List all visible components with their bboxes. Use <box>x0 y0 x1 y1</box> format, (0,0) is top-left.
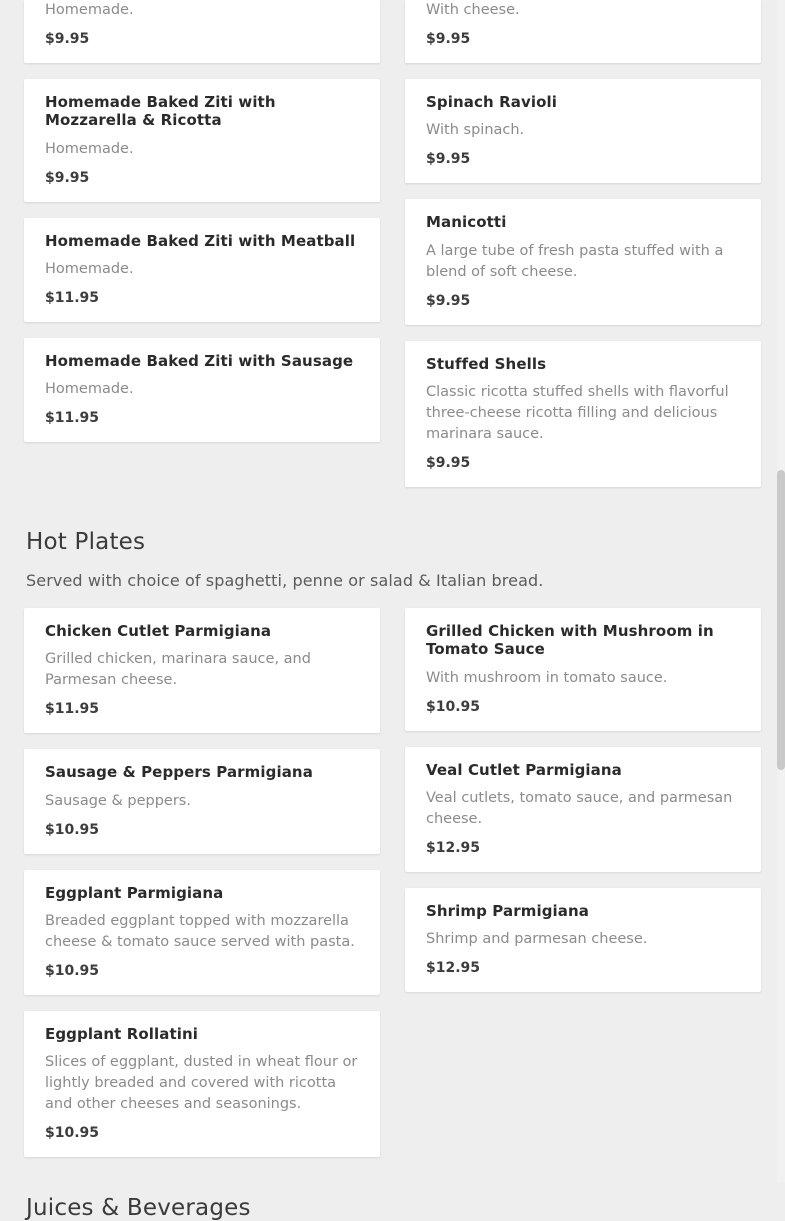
menu-column-right <box>405 608 761 1008</box>
menu-column-right <box>405 0 761 503</box>
item-name: Veal Cutlet Parmigiana <box>426 760 622 779</box>
hot-plates-grid <box>24 608 761 1173</box>
item-description: Slices of eggplant, dusted in wheat flour or lightly breaded and covered with ricotta and other cheeses and seasonings. <box>45 1054 358 1113</box>
menu-item-card[interactable] <box>405 888 761 992</box>
item-price: $9.95 <box>426 151 471 168</box>
item-description: Sausage & peppers. <box>45 792 191 809</box>
item-description: Grilled chicken, marinara sauce, and Parmesan cheese. <box>45 651 311 689</box>
item-description: With spinach. <box>426 122 525 139</box>
item-price: $9.95 <box>426 292 471 309</box>
scrollbar-thumb[interactable] <box>777 470 785 770</box>
item-price: $9.95 <box>426 455 471 471</box>
item-name: Spinach Ravioli <box>426 93 557 112</box>
menu-item-card[interactable] <box>405 79 761 183</box>
menu-item-card[interactable] <box>24 218 380 322</box>
item-price: $9.95 <box>45 169 90 186</box>
item-name: Homemade Baked Ziti with Sausage <box>45 351 354 370</box>
item-price: $10.95 <box>45 1125 100 1142</box>
menu-column-left <box>24 0 380 458</box>
item-price: $10.95 <box>426 698 481 715</box>
scrollbar-track[interactable] <box>777 0 785 1182</box>
item-description: Homemade. <box>45 260 134 277</box>
section-subtitle: Served with choice of spaghetti, penne or salad & Italian bread. <box>26 571 544 590</box>
item-name: Stuffed Shells <box>426 354 547 373</box>
menu-item-card[interactable] <box>24 1011 380 1157</box>
menu-item-card[interactable] <box>405 0 761 63</box>
item-description: A large tube of fresh pasta stuffed with a blend of soft cheese. <box>426 242 724 280</box>
item-price: $9.95 <box>426 31 471 48</box>
menu-item-card[interactable] <box>405 341 761 487</box>
item-description: With mushroom in tomato sauce. <box>426 669 668 686</box>
item-price: $11.95 <box>45 410 100 427</box>
item-description: Homemade. <box>45 381 134 398</box>
item-price: $10.95 <box>45 821 100 838</box>
item-price: $10.95 <box>45 962 100 979</box>
item-description: Homemade. <box>45 2 134 18</box>
item-description: With cheese. <box>426 2 520 18</box>
menu-item-card[interactable] <box>405 199 761 324</box>
menu-item-card[interactable] <box>24 749 380 853</box>
item-name: Manicotti <box>426 213 507 232</box>
item-price: $12.95 <box>426 839 481 856</box>
menu-item-card[interactable] <box>24 338 380 442</box>
menu-section-hot-plates <box>24 529 761 1173</box>
item-name: Grilled Chicken with Mushroom in Tomato Sauce <box>426 622 714 659</box>
menu-section-pasta-continued <box>24 0 761 503</box>
menu-item-card[interactable] <box>405 747 761 872</box>
item-description: Shrimp and parmesan cheese. <box>426 931 648 948</box>
section-title: Hot Plates <box>26 529 146 555</box>
item-description: Veal cutlets, tomato sauce, and parmesan cheese. <box>426 789 733 827</box>
item-name: Homemade Baked Ziti with Meatball <box>45 231 356 250</box>
item-name: Eggplant Rollatini <box>45 1024 198 1043</box>
item-price: $11.95 <box>45 289 100 306</box>
item-description: Classic ricotta stuffed shells with flavorful three-cheese ricotta filling and delicious marinara sauce. <box>426 383 729 442</box>
menu-item-card[interactable] <box>24 0 380 63</box>
menu-item-card[interactable] <box>405 608 761 731</box>
item-name: Shrimp Parmigiana <box>426 901 589 920</box>
item-price: $12.95 <box>426 960 481 977</box>
menu-item-card[interactable] <box>24 870 380 995</box>
item-description: Breaded eggplant topped with mozzarella cheese & tomato sauce served with pasta. <box>45 912 355 950</box>
menu-item-card[interactable] <box>24 79 380 202</box>
item-name: Eggplant Parmigiana <box>45 883 224 902</box>
item-name: Chicken Cutlet Parmigiana <box>45 622 272 640</box>
item-name: Homemade Baked Ziti with Mozzarella & Ricotta <box>45 93 276 130</box>
item-price: $11.95 <box>45 701 100 718</box>
item-description: Homemade. <box>45 140 134 157</box>
item-price: $9.95 <box>45 31 90 48</box>
item-name: Sausage & Peppers Parmigiana <box>45 763 313 782</box>
menu-item-card[interactable] <box>24 608 380 733</box>
menu-column-left <box>24 608 380 1173</box>
section-title-juices-beverages: Juices & Beverages <box>26 1195 251 1221</box>
